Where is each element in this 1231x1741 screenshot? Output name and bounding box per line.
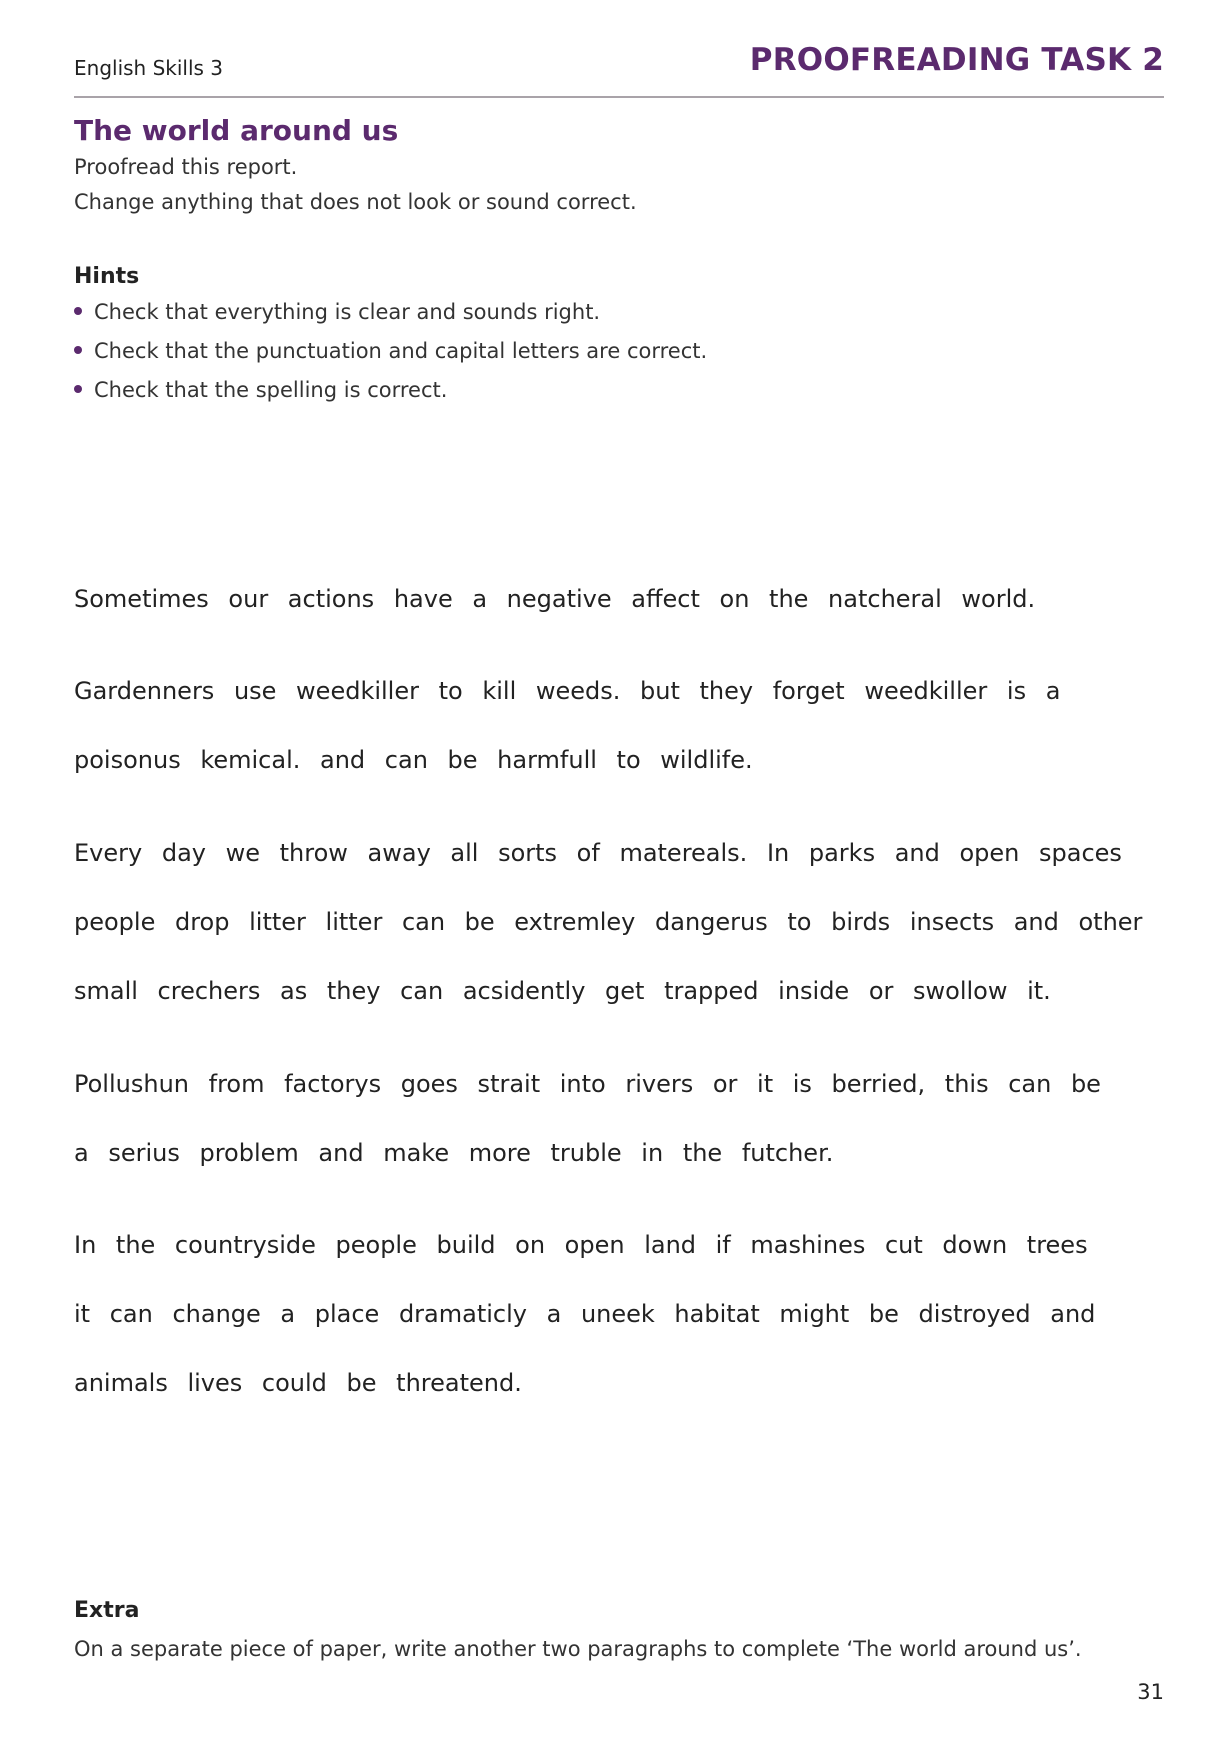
extra-text: On a separate piece of paper, write another two paragraphs to complete ‘The world around us’. [74, 1637, 1082, 1661]
hint-item [74, 378, 707, 417]
book-title: English Skills 3 [74, 56, 224, 80]
task-title: PROOFREADING TASK 2 [749, 42, 1164, 78]
hint-item [74, 300, 707, 339]
report-line: a serius problem and make more truble in the futcher. [74, 1139, 834, 1167]
page-number: 31 [1137, 1680, 1164, 1704]
worksheet-page [74, 0, 1164, 1741]
hints-list [74, 300, 707, 417]
bullet-icon [74, 307, 82, 315]
bullet-icon [74, 346, 82, 354]
report-line: Gardenners use weedkiller to kill weeds. but they forget weedkiller is a [74, 677, 1061, 705]
hint-item [74, 339, 707, 378]
hint-text: Check that the punctuation and capital letters are correct. [94, 339, 708, 363]
report-line: animals lives could be threatend. [74, 1369, 522, 1397]
hint-text: Check that the spelling is correct. [94, 378, 448, 402]
report-line: people drop litter litter can be extremley dangerus to birds insects and other [74, 908, 1143, 936]
hint-text: Check that everything is clear and sounds right. [94, 300, 601, 324]
bullet-icon [74, 385, 82, 393]
report-line: Pollushun from factorys goes strait into rivers or it is berried, this can be [74, 1070, 1101, 1098]
report-line: it can change a place dramaticly a uneek habitat might be distroyed and [74, 1300, 1096, 1328]
report-line: poisonus kemical. and can be harmfull to wildlife. [74, 746, 753, 774]
report-line: small crechers as they can acsidently get trapped inside or swollow it. [74, 977, 1051, 1005]
report-line: In the countryside people build on open land if mashines cut down trees [74, 1231, 1088, 1259]
instruction-line: Change anything that does not look or sound correct. [74, 190, 637, 214]
extra-heading: Extra [74, 1598, 140, 1623]
hints-heading: Hints [74, 264, 140, 289]
page-header [74, 42, 1164, 98]
report-line: Sometimes our actions have a negative affect on the natcheral world. [74, 585, 1036, 613]
report-line: Every day we throw away all sorts of matereals. In parks and open spaces [74, 839, 1122, 867]
instruction-line: Proofread this report. [74, 155, 298, 179]
section-title: The world around us [74, 114, 399, 147]
